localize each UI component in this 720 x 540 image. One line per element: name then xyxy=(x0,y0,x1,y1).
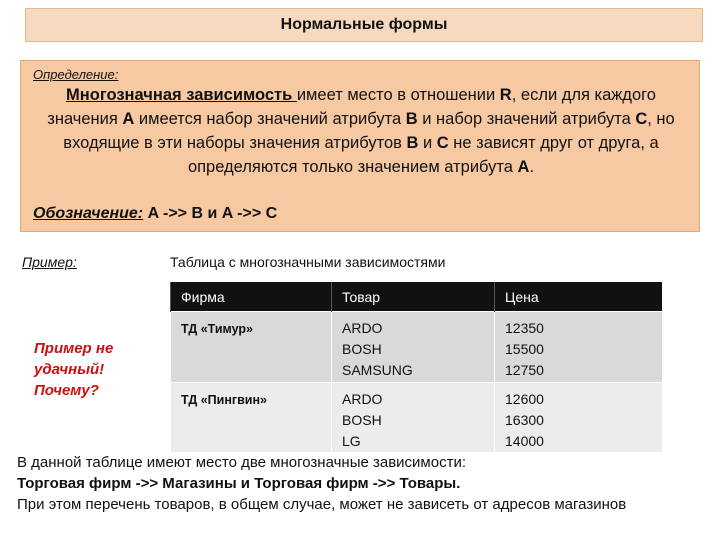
attr-c: C xyxy=(635,110,648,128)
firm-cell xyxy=(171,312,332,383)
goods-item: BOSH xyxy=(342,412,382,428)
attr-c: C xyxy=(436,134,449,152)
table-header-row xyxy=(171,282,663,312)
price-item: 16300 xyxy=(505,412,544,428)
price-cell xyxy=(495,383,663,453)
goods-item: ARDO xyxy=(342,320,383,336)
price-item: 12750 xyxy=(505,362,544,378)
conclusion-line-3: При этом перечень товаров, в общем случае, может не зависеть от адресов магазинов xyxy=(17,496,627,513)
column-header-goods: Товар xyxy=(332,282,495,312)
firm-name: ТД «Тимур» xyxy=(181,322,253,336)
example-label: Пример: xyxy=(22,254,77,270)
goods-cell xyxy=(332,312,495,383)
notation-label: Обозначение: xyxy=(33,205,144,222)
side-note: Пример не удачный! Почему? xyxy=(34,340,114,399)
slide-title: Нормальные формы xyxy=(280,16,448,33)
table-row xyxy=(171,383,663,453)
price-item: 12350 xyxy=(505,320,544,336)
definition-label: Определение: xyxy=(33,67,119,82)
attr-a: A xyxy=(122,110,135,128)
price-item: 14000 xyxy=(505,433,544,449)
conclusion-line-1: В данной таблице имеют место две многозначные зависимости: xyxy=(17,454,467,471)
definition-box xyxy=(20,60,700,232)
goods-item: LG xyxy=(342,433,361,449)
goods-item: ARDO xyxy=(342,391,383,407)
definition-part: . xyxy=(529,158,535,176)
table-caption: Таблица с многозначными зависимостями xyxy=(170,254,446,270)
goods-item: SAMSUNG xyxy=(342,362,413,378)
firm-cell xyxy=(171,383,332,453)
definition-part: и набор значений атрибута xyxy=(417,110,636,128)
definition-text xyxy=(31,83,691,179)
slide-title-bar xyxy=(25,8,703,42)
dependency-table xyxy=(170,282,662,452)
column-header-firm: Фирма xyxy=(171,282,332,312)
attr-a: A xyxy=(517,158,530,176)
price-item: 15500 xyxy=(505,341,544,357)
definition-part: имеется набор значений атрибута xyxy=(134,110,406,128)
price-cell xyxy=(495,312,663,383)
table-row xyxy=(171,312,663,383)
attr-b: B xyxy=(405,110,418,128)
conclusion-line-2: Торговая фирм ->> Магазины и Торговая фирм ->> Товары. xyxy=(17,475,461,492)
attr-b: B xyxy=(406,134,419,152)
definition-part: не зависят друг от друга, а определяются только значением атрибута xyxy=(187,134,659,176)
goods-item: BOSH xyxy=(342,341,382,357)
definition-part: , если для каждого значения xyxy=(47,86,656,128)
definition-part: , но входящие в эти наборы значения атрибутов xyxy=(63,110,675,152)
conclusion-text xyxy=(17,452,707,515)
price-item: 12600 xyxy=(505,391,544,407)
definition-part: имеет место в отношении xyxy=(296,86,500,104)
definition-term: Многозначная зависимость xyxy=(66,86,297,104)
column-header-price: Цена xyxy=(495,282,663,312)
goods-cell xyxy=(332,383,495,453)
firm-name: ТД «Пингвин» xyxy=(181,393,267,407)
notation-value: A ->> B и A ->> C xyxy=(143,205,278,222)
definition-part: и xyxy=(418,134,437,152)
attr-r: R xyxy=(499,86,512,104)
notation-line xyxy=(33,205,277,223)
